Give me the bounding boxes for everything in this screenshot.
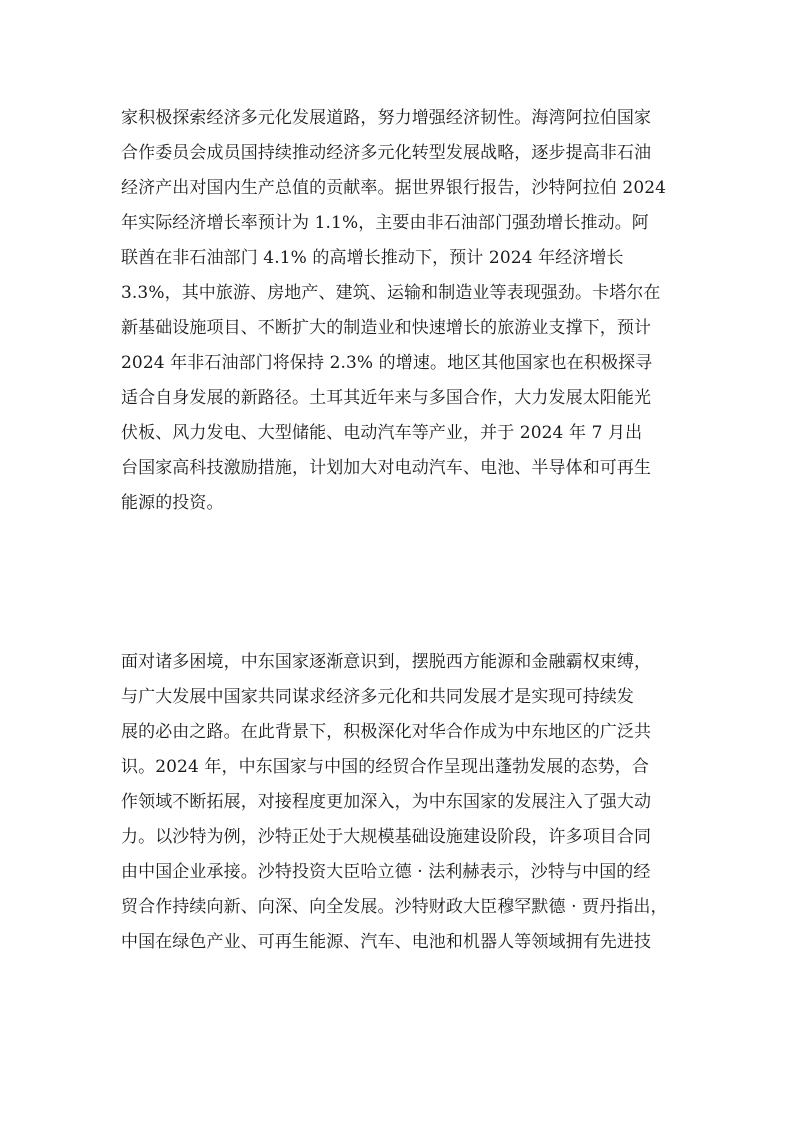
text-line: 能源的投资。 [121, 493, 224, 513]
text-line: 年实际经济增长率预计为 1.1%，主要由非石油部门强劲增长推动。阿 [121, 213, 649, 233]
text-line: 与广大发展中国家共同谋求经济多元化和共同发展才是实现可持续发 [121, 687, 634, 707]
text-line: 作领域不断拓展，对接程度更加深入，为中东国家的发展注入了强大动 [121, 792, 652, 812]
text-line: 力。以沙特为例，沙特正处于大规模基础设施建设阶段，许多项目合同 [121, 827, 652, 847]
text-line: 经济产出对国内生产总值的贡献率。据世界银行报告，沙特阿拉伯 2024 [121, 178, 667, 198]
text-line: 面对诸多困境，中东国家逐渐意识到，摆脱西方能源和金融霸权束缚， [121, 652, 652, 672]
text-line: 适合自身发展的新路径。土耳其近年来与多国合作，大力发展太阳能光 [121, 388, 652, 408]
text-line: 由中国企业承接。沙特投资大臣哈立德 · 法利赫表示，沙特与中国的经 [121, 862, 651, 882]
text-line: 台国家高科技激励措施，计划加大对电动汽车、电池、半导体和可再生 [121, 458, 652, 478]
text-line: 伏板、风力发电、大型储能、电动汽车等产业，并于 2024 年 7 月出 [121, 423, 643, 443]
text-line: 合作委员会成员国持续推动经济多元化转型发展战略，逐步提高非石油 [121, 143, 652, 163]
text-line: 展的必由之路。在此背景下，积极深化对华合作成为中东地区的广泛共 [121, 722, 652, 742]
paragraph-economic-diversification [121, 101, 681, 521]
text-line: 贸合作持续向新、向深、向全发展。沙特财政大臣穆罕默德 · 贾丹指出， [121, 897, 668, 917]
text-line: 识。2024 年，中东国家与中国的经贸合作呈现出蓬勃发展的态势，合 [121, 757, 649, 777]
paragraph-china-cooperation [121, 645, 681, 960]
text-line: 2024 年非石油部门将保持 2.3% 的增速。地区其他国家也在积极探寻 [121, 353, 653, 373]
text-line: 3.3%，其中旅游、房地产、建筑、运输和制造业等表现强劲。卡塔尔在 [121, 283, 661, 303]
text-line: 家积极探索经济多元化发展道路，努力增强经济韧性。海湾阿拉伯国家 [121, 108, 652, 128]
text-line: 中国在绿色产业、可再生能源、汽车、电池和机器人等领域拥有先进技 [121, 932, 652, 952]
text-line: 新基础设施项目、不断扩大的制造业和快速增长的旅游业支撑下，预计 [121, 318, 652, 338]
text-line: 联酋在非石油部门 4.1% 的高增长推动下，预计 2024 年经济增长 [121, 248, 624, 268]
